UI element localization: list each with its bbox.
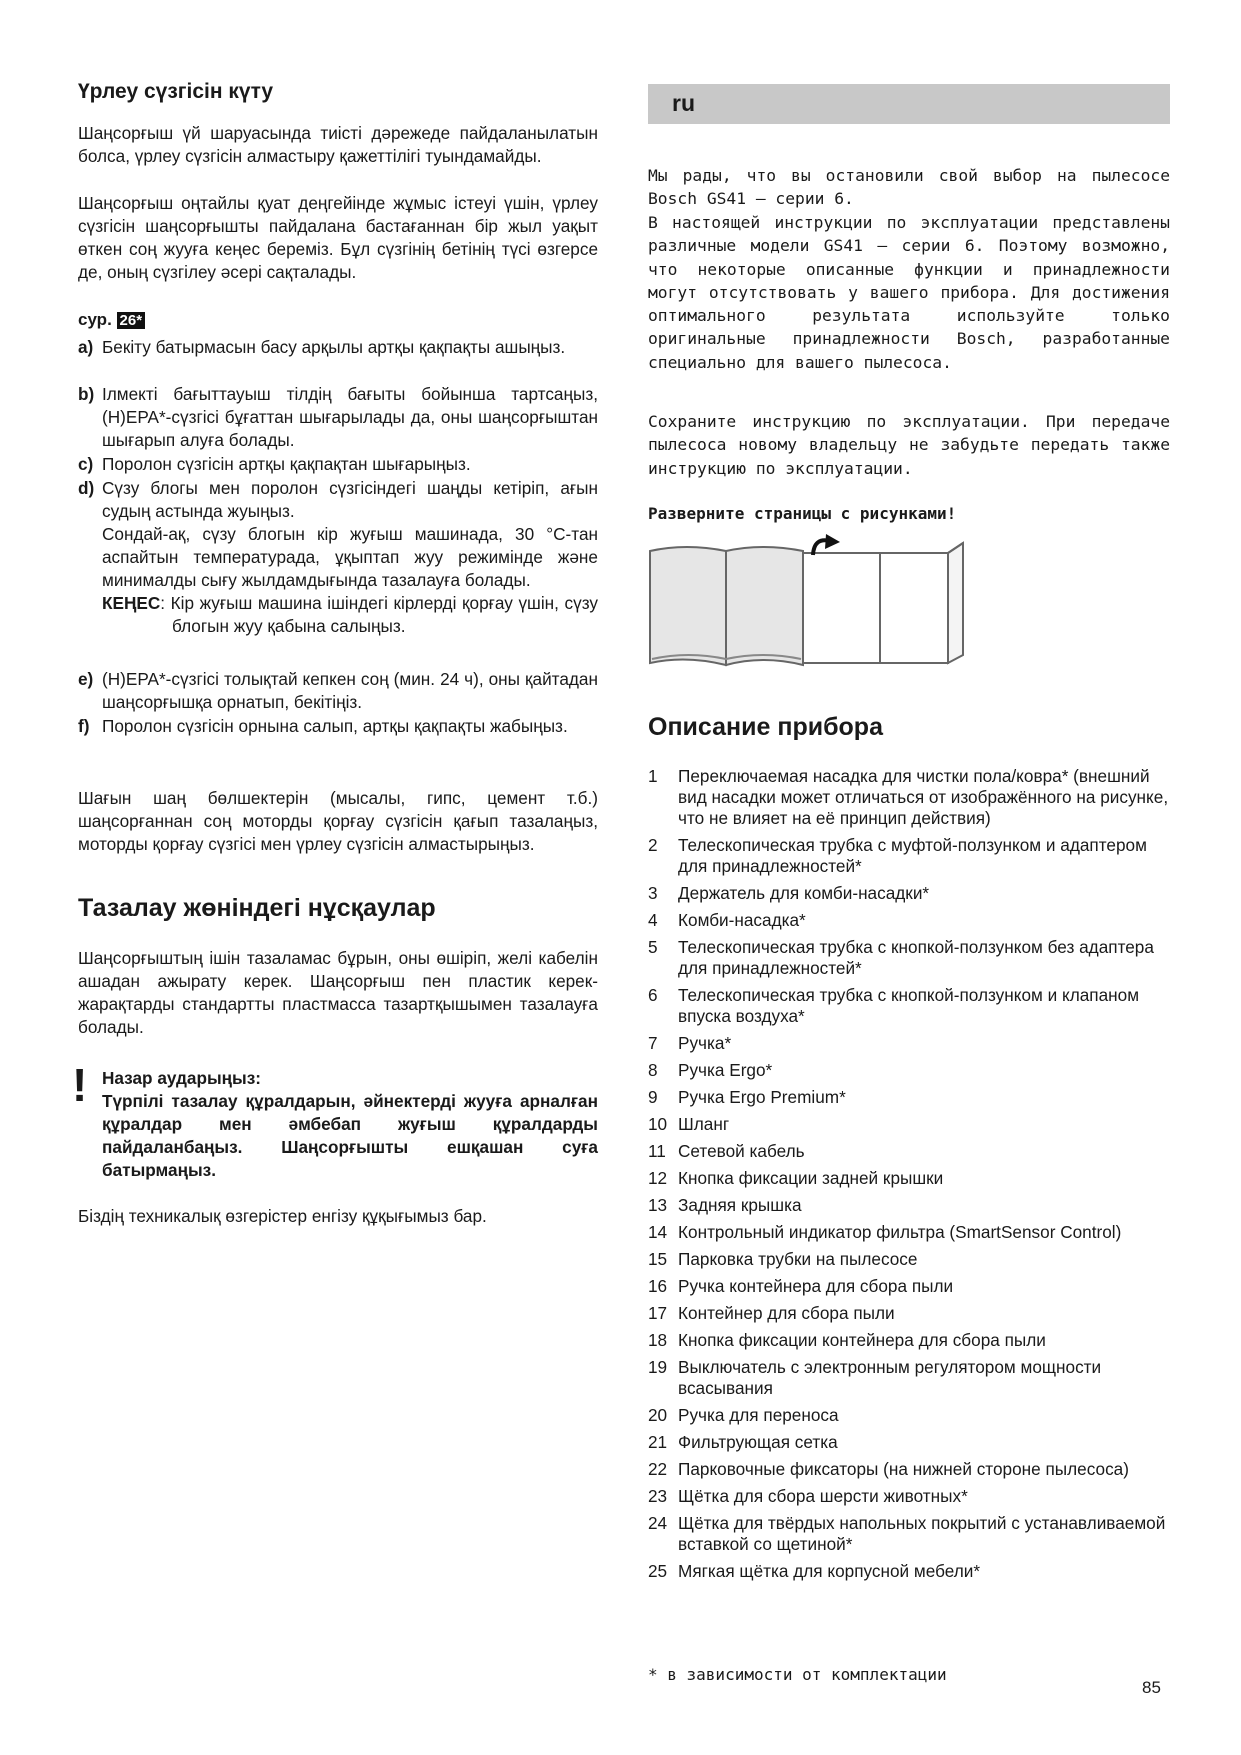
unfold-note: Разверните страницы с рисунками! bbox=[648, 504, 957, 523]
item-text: Держатель для комби-насадки* bbox=[678, 883, 930, 903]
item-number: 13 bbox=[648, 1195, 668, 1215]
item-text: Контрольный индикатор фильтра (SmartSensor Control) bbox=[678, 1222, 1122, 1242]
list-item bbox=[648, 835, 1170, 877]
item-number: 23 bbox=[648, 1486, 668, 1506]
footnote: * в зависимости от комплектации bbox=[648, 1665, 947, 1684]
dust-paragraph: Шағын шаң бөлшектерін (мысалы, гипс, цемент т.б.) шаңсорғаннан соң моторды қорғау сүзгісін қағып тазалаңыз, моторды қорғау сүзгісі мен үрлеу сүзгісін алмастырыңыз. bbox=[78, 788, 598, 854]
item-text: Кнопка фиксации контейнера для сбора пыли bbox=[678, 1330, 1046, 1350]
step-f bbox=[78, 715, 598, 738]
item-number: 1 bbox=[648, 766, 658, 786]
list-item bbox=[648, 1561, 1170, 1582]
filter-care-title: Үрлеу сүзгісін күту bbox=[78, 80, 274, 103]
list-item bbox=[648, 883, 1170, 904]
list-item bbox=[648, 1249, 1170, 1270]
item-number: 14 bbox=[648, 1222, 668, 1242]
step-d-extra: Сондай-ақ, сүзу блогын кір жуғыш машинада, 30 °C-тан аспайтын температурада, ұқыптап жуу режимінде және минималды сығу жылдамдығында тазалауға болады. bbox=[102, 524, 598, 590]
tip-label: КЕҢЕС bbox=[102, 593, 161, 613]
language-code: ru bbox=[672, 90, 695, 116]
list-item bbox=[648, 985, 1170, 1027]
filter-care-para2: Шаңсорғыш оңтайлы қуат деңгейінде жұмыс істеуі үшін, үрлеу сүзгісін шаңсорғышты пайдалана бастағаннан бір жыл уақыт өткен соң жууға кеңес береміз. Бұл сүзгінің бетінің түсі өзгерсе де, оның сүзгілеу әсері сақталады. bbox=[78, 193, 598, 282]
filter-care-para1: Шаңсорғыш үй шаруасында тиісті дәрежеде пайдаланылатын болса, үрлеу сүзгісін алмастыру қажеттілігі туындамайды. bbox=[78, 123, 598, 166]
step-text: Бекіту батырмасын басу арқылы артқы қақпақты ашыңыз. bbox=[102, 337, 566, 357]
cleaning-title: Тазалау жөніндегі нұсқаулар bbox=[78, 894, 436, 922]
item-text: Комби-насадка* bbox=[678, 910, 806, 930]
list-item bbox=[648, 1459, 1170, 1480]
item-number: 9 bbox=[648, 1087, 658, 1107]
item-number: 16 bbox=[648, 1276, 668, 1296]
item-number: 11 bbox=[648, 1141, 666, 1161]
step-text: (H)EPA*-сүзгісі толықтай кепкен соң (мин. 24 ч), оны қайтадан шаңсорғышқа орнатып, бекітіңіз. bbox=[102, 669, 598, 712]
item-number: 25 bbox=[648, 1561, 668, 1581]
item-number: 7 bbox=[648, 1033, 658, 1053]
list-item bbox=[648, 1405, 1170, 1426]
item-text: Кнопка фиксации задней крышки bbox=[678, 1168, 944, 1188]
item-text: Переключаемая насадка для чистки пола/ковра* (внешний вид насадки может отличаться от изображённого на рисунке, что не влияет на её принцип действия) bbox=[678, 766, 1169, 828]
figure-reference bbox=[78, 310, 145, 330]
item-text: Ручка* bbox=[678, 1033, 732, 1053]
item-text: Парковка трубки на пылесосе bbox=[678, 1249, 918, 1269]
item-number: 10 bbox=[648, 1114, 668, 1134]
item-text: Щётка для сбора шерсти животных* bbox=[678, 1486, 968, 1506]
list-item bbox=[648, 1330, 1170, 1351]
list-item bbox=[648, 766, 1170, 829]
item-number: 17 bbox=[648, 1303, 668, 1323]
warning-text: Түрпілі тазалау құралдарын, әйнектерді жууға арналған құралдар мен әмбебап жуғыш құралдарды пайдаланбаңыз. Шаңсорғышты ешқашан суға батырмаңыз. bbox=[102, 1091, 598, 1180]
figure-prefix: сур. bbox=[78, 310, 112, 329]
tip-text: : Кір жуғыш машина ішіндегі кірлерді қорғау үшін, сүзу блогын жуу қабына салыңыз. bbox=[160, 593, 598, 636]
item-text: Ручка Ergo* bbox=[678, 1060, 773, 1080]
figure-badge: 26* bbox=[117, 312, 146, 329]
item-text: Фильтрующая сетка bbox=[678, 1432, 838, 1452]
item-number: 19 bbox=[648, 1357, 668, 1377]
item-text: Мягкая щётка для корпусной мебели* bbox=[678, 1561, 981, 1581]
item-number: 5 bbox=[648, 937, 658, 957]
item-number: 6 bbox=[648, 985, 658, 1005]
item-text: Контейнер для сбора пыли bbox=[678, 1303, 895, 1323]
item-number: 12 bbox=[648, 1168, 668, 1188]
step-d bbox=[78, 477, 598, 638]
unfold-pages-illustration bbox=[648, 533, 978, 673]
step-text: Поролон сүзгісін артқы қақпақтан шығарыңыз. bbox=[102, 454, 471, 474]
item-number: 8 bbox=[648, 1060, 658, 1080]
item-text: Задняя крышка bbox=[678, 1195, 802, 1215]
step-label: f) bbox=[78, 716, 90, 736]
rights-note: Біздің техникалық өзгерістер енгізу құқығымыз бар. bbox=[78, 1206, 487, 1226]
item-text: Щётка для твёрдых напольных покрытий с устанавливаемой вставкой со щетиной* bbox=[678, 1513, 1166, 1554]
intro-para1: Мы рады, что вы остановили свой выбор на пылесосе Bosch GS41 – серии 6. bbox=[648, 166, 1170, 209]
item-number: 3 bbox=[648, 883, 658, 903]
item-number: 24 bbox=[648, 1513, 668, 1533]
step-e bbox=[78, 668, 598, 714]
item-number: 15 bbox=[648, 1249, 668, 1269]
item-text: Телескопическая трубка с муфтой-ползунком и адаптером для принадлежностей* bbox=[678, 835, 1147, 876]
warning-icon: ! bbox=[72, 1059, 88, 1111]
list-item bbox=[648, 1195, 1170, 1216]
list-item bbox=[648, 937, 1170, 979]
list-item bbox=[648, 1432, 1170, 1453]
list-item bbox=[648, 1087, 1170, 1108]
item-text: Ручка контейнера для сбора пыли bbox=[678, 1276, 954, 1296]
item-number: 18 bbox=[648, 1330, 668, 1350]
list-item bbox=[648, 1303, 1170, 1324]
step-label: d) bbox=[78, 478, 95, 498]
tip bbox=[102, 592, 598, 638]
item-text: Парковочные фиксаторы (на нижней стороне пылесоса) bbox=[678, 1459, 1129, 1479]
list-item bbox=[648, 1114, 1170, 1135]
list-item bbox=[648, 1060, 1170, 1081]
item-text: Шланг bbox=[678, 1114, 730, 1134]
item-number: 2 bbox=[648, 835, 658, 855]
language-bar bbox=[648, 84, 1170, 124]
step-a bbox=[78, 336, 598, 359]
step-label: c) bbox=[78, 454, 94, 474]
item-number: 21 bbox=[648, 1432, 668, 1452]
parts-list bbox=[648, 766, 1170, 1588]
item-number: 4 bbox=[648, 910, 658, 930]
description-title: Описание прибора bbox=[648, 713, 883, 741]
list-item bbox=[648, 1141, 1170, 1162]
step-label: a) bbox=[78, 337, 94, 357]
cleaning-paragraph: Шаңсорғыштың ішін тазаламас бұрын, оны өшіріп, желі кабелін ашадан ажырату керек. Шаңсорғыш пен пластик керек-жарақтарды стандартты пластмасса тазартқышымен тазалауға болады. bbox=[78, 948, 598, 1037]
step-text: Сүзу блогы мен поролон сүзгісіндегі шаңды кетіріп, ағын судың астында жуыңыз. bbox=[102, 478, 598, 521]
list-item bbox=[648, 1033, 1170, 1054]
list-item bbox=[648, 1276, 1170, 1297]
list-item bbox=[648, 910, 1170, 931]
item-number: 20 bbox=[648, 1405, 668, 1425]
item-text: Сетевой кабель bbox=[678, 1141, 805, 1161]
intro-para2: В настоящей инструкции по эксплуатации представлены различные модели GS41 – серии 6. Поэтому возможно, что некоторые описанные функции и принадлежности могут отсутствовать у вашего прибора. Для достижения оптимального результата используйте только оригинальные принадлежности Bosch, разработанные специально для вашего пылесоса. bbox=[648, 213, 1170, 372]
list-item bbox=[648, 1486, 1170, 1507]
item-text: Выключатель с электронным регулятором мощности всасывания bbox=[678, 1357, 1102, 1398]
item-text: Телескопическая трубка с кнопкой-ползунком без адаптера для принадлежностей* bbox=[678, 937, 1154, 978]
step-label: b) bbox=[78, 384, 95, 404]
step-text: Поролон сүзгісін орнына салып, артқы қақпақты жабыңыз. bbox=[102, 716, 568, 736]
item-text: Ручка Ergo Premium* bbox=[678, 1087, 846, 1107]
list-item bbox=[648, 1357, 1170, 1399]
step-text: Ілмекті бағыттауыш тілдің бағыты бойынша тартсаңыз, (H)EPA*-сүзгісі бұғаттан шығарылады да, оны шаңсорғыштан шығарып алуға болады. bbox=[102, 384, 598, 450]
list-item bbox=[648, 1222, 1170, 1243]
list-item bbox=[648, 1168, 1170, 1189]
warning-title: Назар аударыңыз: bbox=[102, 1068, 261, 1088]
item-text: Ручка для переноса bbox=[678, 1405, 839, 1425]
intro-para3: Сохраните инструкцию по эксплуатации. При передаче пылесоса новому владельцу не забудьте передать также инструкцию по эксплуатации. bbox=[648, 412, 1170, 478]
step-c bbox=[78, 453, 598, 476]
step-label: e) bbox=[78, 669, 94, 689]
list-item bbox=[648, 1513, 1170, 1555]
item-number: 22 bbox=[648, 1459, 668, 1479]
item-text: Телескопическая трубка с кнопкой-ползунком и клапаном впуска воздуха* bbox=[678, 985, 1140, 1026]
page-number: 85 bbox=[1142, 1678, 1161, 1697]
step-b bbox=[78, 383, 598, 452]
